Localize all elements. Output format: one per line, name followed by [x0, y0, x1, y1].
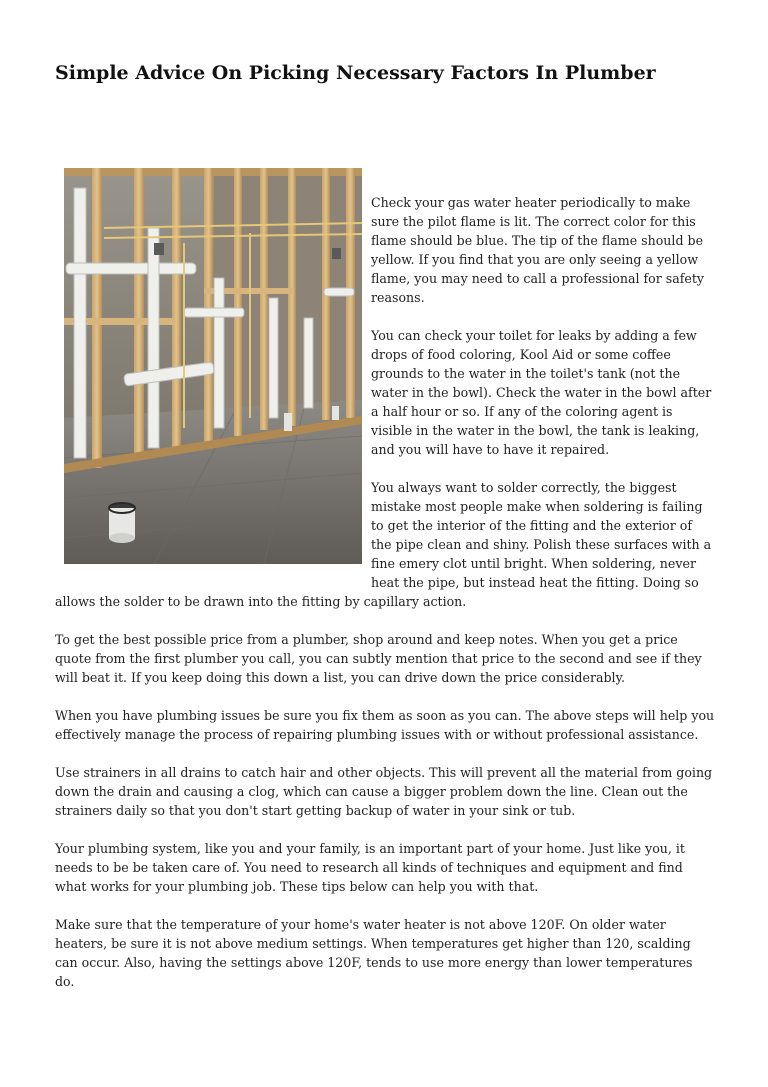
- paragraph-water-heater-temp: Make sure that the temperature of your home's water heater is not above 120F. On older water heaters, be sure it is not above medium settings. When temperatures get higher than 120, scalding can occur. Also, having the settings above 120F, tends to use more energy than lower temperatures do.: [55, 917, 693, 989]
- paragraph-toilet-leaks: You can check your toilet for leaks by adding a few drops of food coloring, Kool Aid or some coffee grounds to the water in the toilet's tank (not the water in the bowl). Check the water in the bowl after a half hour or so. If any of the coloring agent is visible in the water in the bowl, the tank is leaking, and you will have to have it repaired.: [371, 328, 712, 457]
- plumbing-photo-illustration: [64, 168, 362, 564]
- paragraph-soldering: You always want to solder correctly, the biggest mistake most people make when soldering is failing to get the interior of the fitting and the exterior of the pipe clean and shiny. Polish these surfaces with a fine emery clot until bright. When soldering, never heat the pipe, but instead heat the fitting. Doing so allows the solder to be drawn into the fitting by capillary action.: [55, 480, 712, 609]
- article-body: [55, 168, 715, 1010]
- plumbing-photo: [64, 168, 362, 564]
- paragraph-gas-heater: Check your gas water heater periodically to make sure the pilot flame is lit. The correct color for this flame should be blue. The tip of the flame should be yellow. If you find that you are only seeing a yellow flame, you may need to call a professional for safety reasons.: [371, 195, 705, 305]
- paragraph-fix-issues: When you have plumbing issues be sure you fix them as soon as you can. The above steps will help you effectively manage the process of repairing plumbing issues with or without professional assistance.: [55, 708, 715, 742]
- paragraph-plumber-price: To get the best possible price from a plumber, shop around and keep notes. When you get a price quote from the first plumber you call, you can subtly mention that price to the second and see if they will beat it. If you keep doing this down a list, you can drive down the price considerably.: [55, 632, 702, 685]
- page-title: Simple Advice On Picking Necessary Factors In Plumber: [55, 62, 656, 84]
- paragraph-strainers: Use strainers in all drains to catch hair and other objects. This will prevent all the material from going down the drain and causing a clog, which can cause a bigger problem down the line. Clean out the strainers daily so that you don't start getting backup of water in your sink or tub.: [55, 765, 713, 818]
- paragraph-plumbing-system: Your plumbing system, like you and your family, is an important part of your home. Just like you, it needs to be be taken care of. You need to research all kinds of techniques and equipment and find what works for your plumbing job. These tips below can help you with that.: [55, 841, 685, 894]
